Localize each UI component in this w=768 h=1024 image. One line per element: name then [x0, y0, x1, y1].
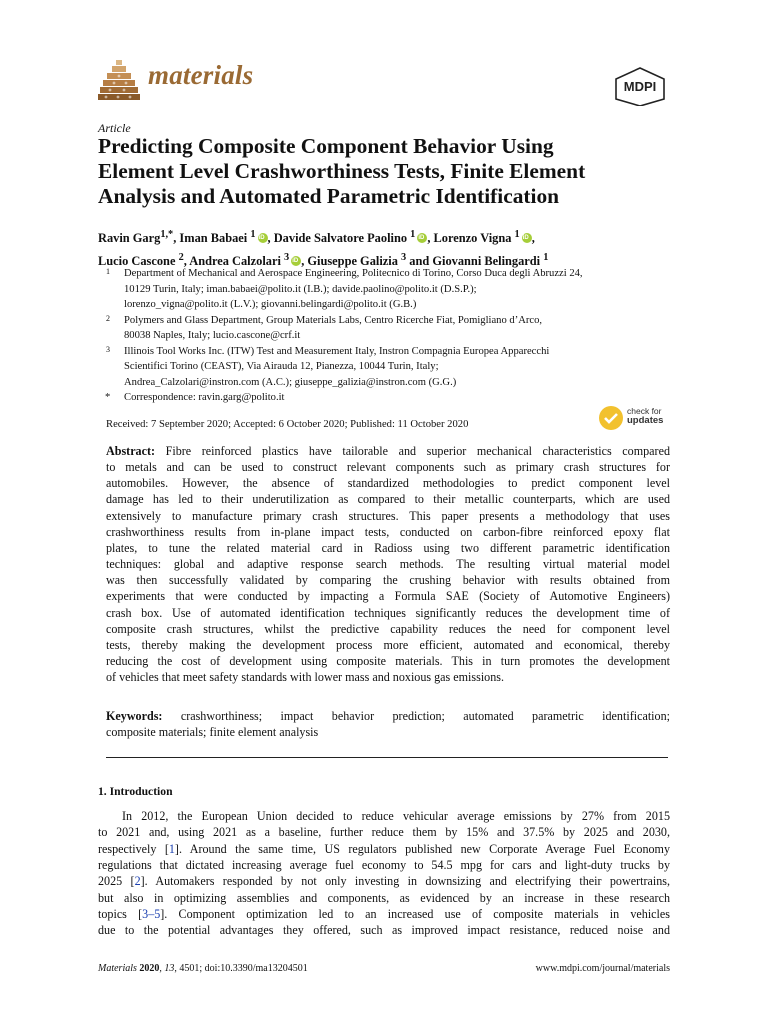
author-name[interactable]: , Giuseppe Galizia [301, 254, 398, 269]
check-updates-label: check for [627, 406, 662, 416]
publication-dates: Received: 7 September 2020; Accepted: 6 October 2020; Published: 11 October 2020 [106, 419, 469, 430]
author-list: Ravin Garg$^{1,*}$, Iman Babaei $^1$iD , Davide Salvatore Paolino $^1$iD , Lorenzo Vigna $^1$iD , Lucio Cascone $^2$, Andrea Calzolari $^3$iD , Giuseppe Galizia $^3$ and Giovanni Belingardi $^1$ [98, 225, 698, 271]
author-name[interactable]: , Iman Babaei [173, 231, 248, 246]
author-name[interactable]: Ravin Garg [98, 231, 161, 246]
correspondence: * Correspondence: ravin.garg@polito.it [105, 392, 285, 403]
affiliations [98, 266, 678, 406]
title-line: Predicting Composite Component Behavior Using [98, 134, 554, 158]
check-for-updates-button[interactable] [598, 404, 672, 432]
author-name[interactable]: , Lorenzo Vigna [427, 231, 512, 246]
mdpi-logo-icon[interactable] [612, 66, 668, 106]
journal-logo-icon [98, 58, 140, 100]
author-name[interactable]: , Andrea Calzolari [183, 254, 281, 269]
affiliation: 2 Polymers and Glass Department, Group Materials Labs, Centro Ricerche Fiat, Pomigliano d’Arco, 80038 Naples, Italy; lucio.cascone@crf.it [106, 313, 543, 341]
section-divider [106, 757, 668, 758]
title-line: Element Level Crashworthiness Tests, Finite Element [98, 159, 586, 183]
citation-link[interactable]: 2 [134, 874, 141, 889]
check-updates-label: updates [627, 415, 664, 426]
check-updates-icon [598, 405, 624, 431]
section-heading: 1. Introduction [98, 785, 173, 798]
abstract-label: Abstract: [106, 444, 156, 458]
orcid-icon[interactable] [291, 256, 301, 266]
keywords-label: Keywords: [106, 709, 163, 723]
article-type: Article [98, 121, 131, 135]
orcid-icon[interactable] [417, 233, 427, 243]
introduction-paragraph: In 2012, the European Union decided to reduce vehicular average emissions by 27% from 2015 to 2021 and, using 2021 as a baseline, further reduce them by 15% and 37.5% by 2025 and 2030, respectively [1]. Around the same time, US regulators published new Corporate Average Fuel Economy regulations that dictated increasing average fuel economy to 54.5 mpg for cars and light-duty trucks by 2025 [2]. Automakers responded by not only investing in downsizing and electrifying their powertrains, but also in optimizing assemblies and components, as evidenced by an increase in these research topics [3–5]. Component optimization led to an increased use of composite materials in vehicles due to the potential advantages they offered, such as improved impact resistance, reduced noise and [98, 809, 670, 938]
orcid-icon[interactable] [258, 233, 268, 243]
title-line: Analysis and Automated Parametric Identification [98, 184, 560, 208]
author-name[interactable]: and Giovanni Belingardi [406, 254, 541, 269]
affiliation: 3 Illinois Tool Works Inc. (ITW) Test and Measurement Italy, Instron Compagnia Europea Apparecchi Scientifici Torino (CEAST), Via Airauda 12, Pianezza, 10044 Turin, Italy; Andrea_Calzolari@instron.com (A.C.); giuseppe_galizia@instron.com (G.G.) [106, 344, 550, 388]
svg-text:MDPI: MDPI [623, 79, 657, 94]
keywords: Keywords: crashworthiness; impact behavior prediction; automated parametric identification; composite materials; finite element analysis [106, 709, 670, 740]
citation-link[interactable]: 3–5 [142, 907, 161, 922]
footer-journal-url[interactable]: www.mdpi.com/journal/materials [535, 963, 670, 974]
orcid-icon[interactable] [522, 233, 532, 243]
citation-link[interactable]: 1 [168, 841, 175, 856]
article-title [98, 134, 688, 209]
author-name[interactable]: Lucio Cascone [98, 254, 176, 269]
footer-citation: Materials 2020, 13, 4501; doi:10.3390/ma13204501 [98, 963, 308, 974]
author-name[interactable]: , Davide Salvatore Paolino [267, 231, 408, 246]
journal-name[interactable]: materials [148, 60, 254, 90]
affiliation: 1 Department of Mechanical and Aerospace Engineering, Politecnico di Torino, Corso Duca degli Abruzzi 24, 10129 Turin, Italy; iman.babaei@polito.it (I.B.); davide.paolino@polito.it (D.S.P.); lorenzo_vigna@polito.it (L.V.); giovanni.belingardi@polito.it (G.B.) [106, 267, 583, 310]
abstract: Abstract: Fibre reinforced plastics have tailorable and superior mechanical characteristics compared to metals and can be used to construct relevant components such as primary crash structures for automobiles. However, the absence of standardized methodologies to predict component level damage has led to their underutilization as compared to their metallic counterparts, which are used extensively to manufacture primary crash structures. This paper presents a methodology that uses crashworthiness results from in-plane impact tests, conducted on carbon-fibre reinforced epoxy flat plates, to tune the related material card in Radioss using two different parametric identification techniques: global and adaptive response search methods. The resulting virtual material model was then successfully validated by comparing the crushing behavior with results obtained from experiments that were conducted by impacting a Formula SAE (Society of Automotive Engineers) crash box. Use of automated identification techniques significantly reduces the development time of composite crash structures, whilst the predictive capability reduces the need for component level tests, thereby making the development process more efficient, automated and economical, thereby reducing the cost of development using composite materials. This in turn promotes the development of vehicles that meet safety standards with lower mass and noxious gas emissions. [106, 444, 670, 685]
